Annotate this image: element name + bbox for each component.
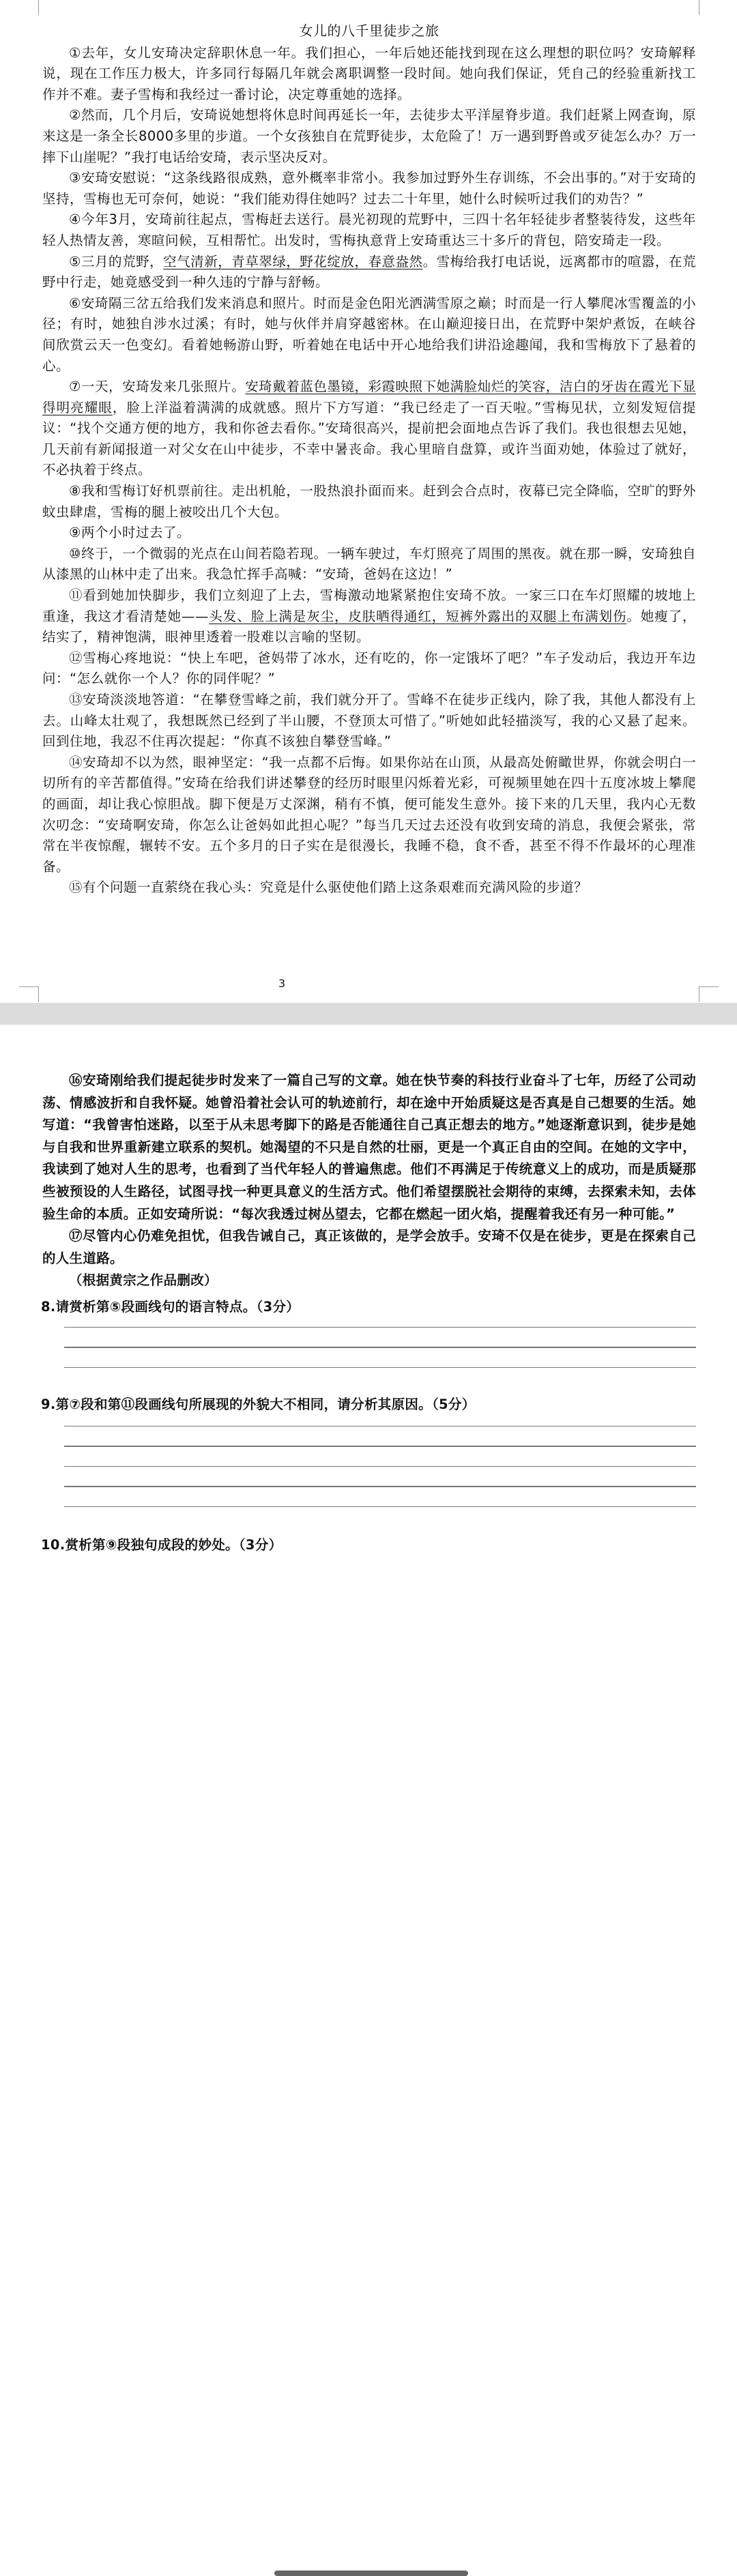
page-number: 3 bbox=[278, 977, 286, 990]
underlined-sentence: 空气清新，青草翠绿，野花绽放，春意盎然 bbox=[163, 253, 423, 269]
underlined-sentence: 头发、脸上满是灰尘，皮肤晒得通红，短裤外露出的双腿上布满划伤 bbox=[209, 608, 627, 624]
paragraph-2 bbox=[42, 105, 696, 168]
paragraph-text: ⑬安琦淡淡地答道：“在攀登雪峰之前，我们就分开了。雪峰不在徒步正线内，除了我，其他人都没有上去。山峰太壮观了，我想既然已经到了半山腰，不登顶太可惜了。”听她如此轻描淡写，我的心又悬了起来。回到住地，我忍不住再次提起：“你真不该独自攀登雪峰。” bbox=[42, 692, 696, 750]
crop-mark-top-right bbox=[699, 0, 719, 15]
paragraph-15 bbox=[42, 877, 696, 898]
paragraph-text: 。雪梅给我打电话说，远离都市的喧嚣，在荒野中行走，她竟感受到一种久违的宁静与舒畅。 bbox=[42, 253, 696, 291]
paragraph-text: ①去年，女儿安琦决定辞职休息一年。我们担心，一年后她还能找到现在这么理想的职位吗？安琦解释说，现在工作压力极大，许多同行每隔几年就会离职调整一段时间。她向我们保证，凭自己的经验重新找工作并不难。妻子雪梅和我经过一番讨论，决定尊重她的选择。 bbox=[42, 44, 696, 102]
question-10: 10.赏析第⑨段独句成段的妙处。（3分） bbox=[41, 1537, 283, 1553]
article-body bbox=[42, 20, 696, 898]
paragraph-text: ⑩终于，一个微弱的光点在山间若隐若现。一辆车驶过，车灯照亮了周围的黑夜。就在那一瞬，安琦独自从漆黑的山林中走了出来。我急忙挥手高喊：“安琦，爸妈在这边！” bbox=[42, 545, 696, 583]
crop-mark-bottom-right bbox=[699, 986, 719, 1002]
page-3 bbox=[0, 0, 737, 1003]
paragraph-text: ⑧我和雪梅订好机票前往。走出机舱，一股热浪扑面而来。赶到会合点时，夜幕已完全降临，空旷的野外蚊虫肆虐，雪梅的腿上被咬出几个大包。 bbox=[42, 483, 696, 520]
paragraph-text: ⑪看到她加快脚步，我们立刻迎了上去，雪梅激动地紧紧抱住安琦不放。一家三口在车灯照耀的坡地上重逢，我这才看清楚她—— bbox=[42, 587, 696, 624]
question-8: 8.请赏析第⑤段画线句的语言特点。（3分） bbox=[41, 1298, 300, 1315]
answer-line[interactable] bbox=[64, 1347, 696, 1348]
page-separator bbox=[0, 1003, 737, 1025]
paragraph-13 bbox=[42, 690, 696, 752]
article-continuation bbox=[42, 1070, 696, 1557]
paragraph-10 bbox=[42, 544, 696, 585]
scrollbar-thumb[interactable] bbox=[274, 2571, 468, 2576]
paragraph-text: ⑦一天，安琦发来几张照片。 bbox=[69, 379, 246, 395]
answer-line[interactable] bbox=[64, 1466, 696, 1467]
paragraph-11 bbox=[42, 585, 696, 648]
answer-line[interactable] bbox=[64, 1367, 696, 1368]
paragraph-text: ⑭安琦却不以为然，眼神坚定：“我一点都不后悔。如果你站在山顶，从最高处俯瞰世界，你就会明白一切所有的辛苦都值得。”安琦在给我们讲述攀登的经历时眼里闪烁着光彩，可视频里她在四十五度冰坡上攀爬的画面，却让我心惊胆战。脚下便是万丈深渊，稍有不慎，便可能发生意外。接下来的几天里，我内心无数次叨念：“安琦啊安琦，你怎么让爸妈如此担心呢？”每当几天过去还没有收到安琦的消息，我便会紧张，常常在半夜惊醒，辗转不安。五个多月的日子实在是很漫长，我睡不稳，食不香，甚至不得不作最坏的心理准备。 bbox=[42, 754, 696, 875]
paragraph-17: ⑰尽管内心仍难免担忧，但我告诫自己，真正该做的，是学会放手。安琦不仅是在徒步，更是在探索自己的人生道路。 bbox=[42, 1228, 696, 1266]
paragraph-1 bbox=[42, 43, 696, 106]
answer-lines-9 bbox=[42, 1426, 696, 1508]
answer-line[interactable] bbox=[64, 1446, 696, 1447]
underlined-sentence: 安琦戴着蓝色墨镜，彩霞映照下她满脸灿烂的笑容，洁白的牙齿在霞光下显得明亮耀眼 bbox=[42, 379, 696, 415]
answer-lines-8 bbox=[42, 1327, 696, 1368]
paragraph-7 bbox=[42, 377, 696, 481]
answer-line[interactable] bbox=[64, 1486, 696, 1487]
crop-mark-bottom-left bbox=[19, 986, 39, 1002]
paragraph-text: ③安琦安慰说：“这条线路很成熟，意外概率非常小。我参加过野外生存训练，不会出事的。”对于安琦的坚持，雪梅也无可奈何，她说：“我们能劝得住她吗？过去二十年里，她什么时候听过我们的劝告？” bbox=[42, 170, 696, 207]
source-attribution: （根据黄宗之作品删改） bbox=[69, 1272, 218, 1289]
paragraph-3 bbox=[42, 168, 696, 209]
paragraph-text: ⑫雪梅心疼地说：“快上车吧，爸妈带了冰水，还有吃的，你一定饿坏了吧？”车子发动后，我边开车边问：“怎么就你一个人？你的同伴呢？” bbox=[42, 649, 696, 687]
paragraph-text: ⑤三月的荒野， bbox=[69, 253, 164, 269]
paragraph-text: ④今年3月，安琦前往起点，雪梅赶去送行。晨光初现的荒野中，三四十名年轻徒步者整装待发，这些年轻人热情友善，寒暄问候，互相帮忙。出发时，雪梅执意背上安琦重达三十多斤的背包，陪安琦走一段。 bbox=[42, 211, 696, 248]
answer-line[interactable] bbox=[64, 1506, 696, 1508]
paragraph-text: 。她瘦了，结实了，精神饱满，眼神里透着一股难以言喻的坚韧。 bbox=[42, 608, 696, 645]
answer-line[interactable] bbox=[64, 1426, 696, 1427]
paragraph-8 bbox=[42, 481, 696, 523]
paragraph-text: ②然而，几个月后，安琦说她想将休息时间再延长一年，去徒步太平洋屋脊步道。我们赶紧上网查询，原来这是一条全长8000多里的步道。一个女孩独自在荒野徒步，太危险了！万一遇到野兽或歹徒怎么办？万一摔下山崖呢？”我打电话给安琦，表示坚决反对。 bbox=[42, 107, 696, 165]
paragraph-text: ⑨两个小时过去了。 bbox=[69, 525, 190, 541]
paragraph-14 bbox=[42, 752, 696, 878]
paragraph-4 bbox=[42, 209, 696, 251]
page-4 bbox=[0, 1025, 737, 1554]
answer-line[interactable] bbox=[64, 1327, 696, 1328]
article-title: 女儿的八千里徒步之旅 bbox=[299, 23, 439, 39]
paragraph-text: ⑥安琦隔三岔五给我们发来消息和照片。时而是金色阳光洒满雪原之巅；时而是一行人攀爬冰雪覆盖的小径；有时，她独自涉水过溪；有时，她与伙伴并肩穿越密林。在山巅迎接日出，在荒野中架炉煮饭，在峡谷间欣赏云天一色变幻。看着她畅游山野，听着她在电话中开心地给我们讲沿途趣闻，我和雪梅放下了悬着的心。 bbox=[42, 295, 696, 374]
paragraph-12 bbox=[42, 648, 696, 690]
paragraph-list bbox=[42, 43, 696, 898]
paragraph-text: ，脸上洋溢着满满的成就感。照片下方写道：“我已经走了一百天啦。”雪梅见状，立刻发短信提议：“找个交通方便的地方，我和你爸去看你。”安琦很高兴，提前把会面地点告诉了我们。我也很想去见她，几天前有新闻报道一对父女在山中徒步，不幸中暑丧命。我心里暗自盘算，或许当面劝她，体验过了就好，不必执着于终点。 bbox=[42, 399, 696, 478]
paragraph-16: ⑯安琦刚给我们提起徒步时发来了一篇自己写的文章。她在快节奏的科技行业奋斗了七年，历经了公司动荡、情感波折和自我怀疑。她曾沿着社会认可的轨迹前行，却在途中开始质疑这是否真是自己想要的生活。她写道：“我曾害怕迷路，以至于从未思考脚下的路是否能通往自己真正想去的地方。”她逐渐意识到，徒步是她与自我和世界重新建立联系的契机。她渴望的不只是自然的壮丽，更是一个真正自由的空间。在她的文字中，我读到了她对人生的思考，也看到了当代年轻人的普遍焦虑。他们不再满足于传统意义上的成功，而是质疑那些被预设的人生路径，试图寻找一种更具意义的生活方式。他们希望摆脱社会期待的束缚，去探索未知，去体验生命的本质。正如安琦所说：“每次我透过树丛望去，它都在燃起一团火焰，提醒着我还有另一种可能。” bbox=[42, 1072, 696, 1222]
question-9: 9.第⑦段和第⑪段画线句所展现的外貌大不相同，请分析其原因。（5分） bbox=[41, 1396, 476, 1413]
paragraph-6 bbox=[42, 293, 696, 377]
paragraph-5 bbox=[42, 252, 696, 293]
paragraph-9 bbox=[42, 523, 696, 544]
crop-mark-top-left bbox=[19, 0, 39, 15]
paragraph-text: ⑮有个问题一直萦绕在我心头：究竟是什么驱使他们踏上这条艰难而充满风险的步道？ bbox=[69, 879, 588, 896]
